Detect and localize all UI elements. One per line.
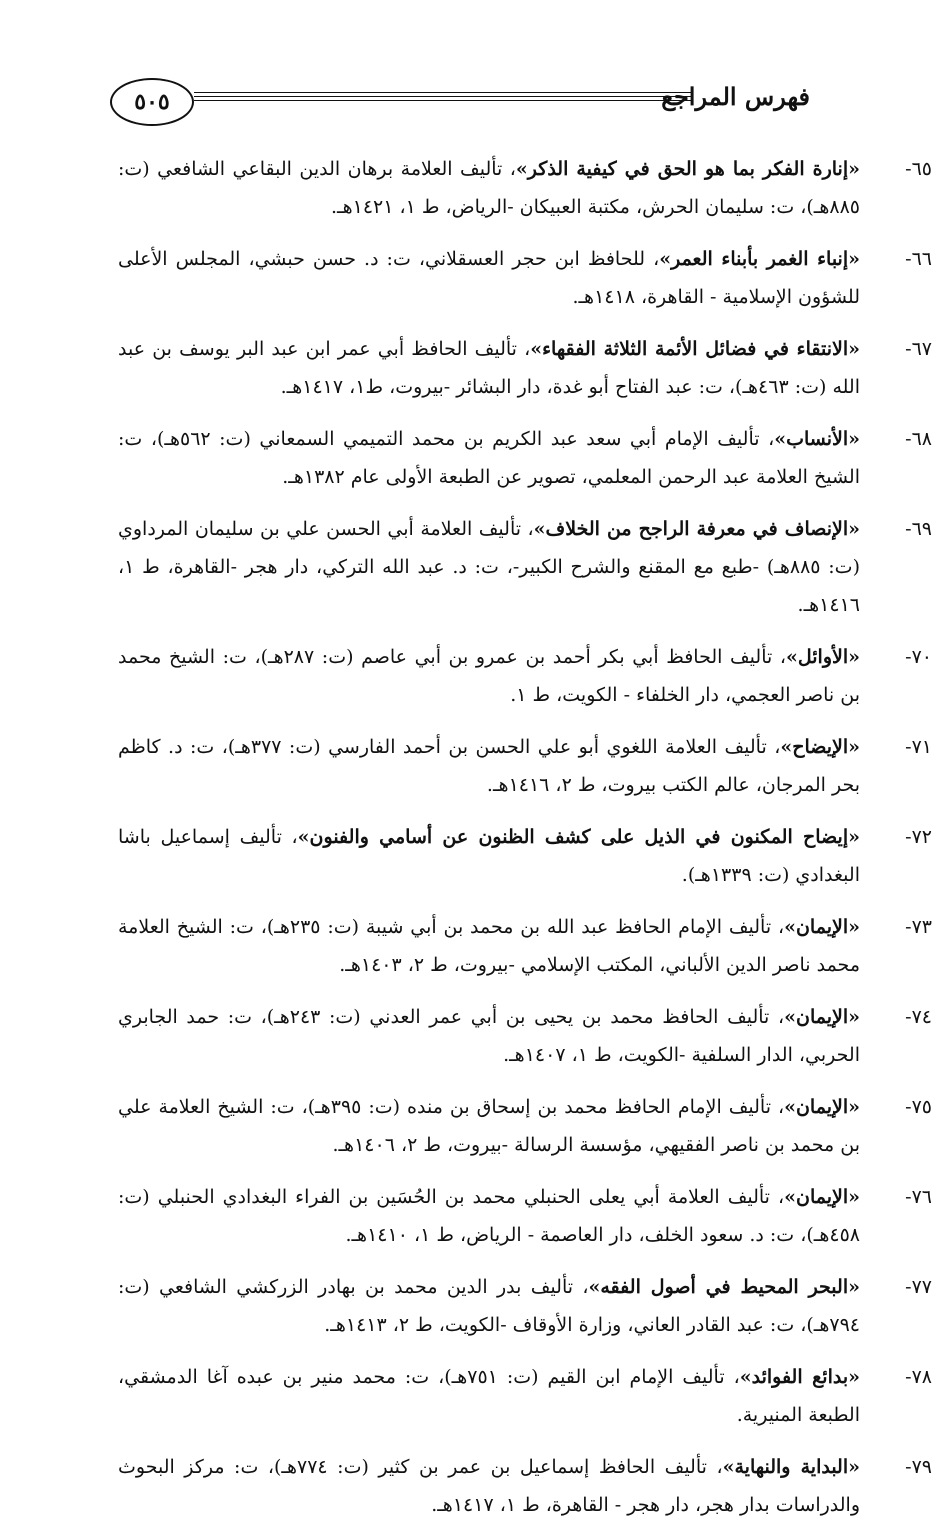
- reference-entry: [118, 728, 932, 804]
- book-title: «البداية والنهاية»: [722, 1456, 861, 1478]
- book-title: «الأنساب»: [774, 428, 860, 450]
- entry-details: ، تأليف الحافظ إسماعيل بن عمر بن كثير (ت: ٧٧٤هـ)، ت: مركز البحوث والدراسات بدار هجر، دار هجر - القاهرة، ط ١، ١٤١٧هـ.: [118, 1456, 860, 1516]
- entry-details: ، تأليف الإمام الحافظ محمد بن إسحاق بن منده (ت: ٣٩٥هـ)، ت: الشيخ العلامة علي بن محمد بن ناصر الفقيهي، مؤسسة الرسالة -بيروت، ط ٢، ١٤٠٦هـ.: [118, 1096, 860, 1156]
- reference-entry: [118, 510, 932, 624]
- entry-number: ٧١-: [905, 736, 932, 758]
- reference-entry: [118, 1358, 932, 1434]
- entry-details: ، للحافظ ابن حجر العسقلاني، ت: د. حسن حبشي، المجلس الأعلى للشؤون الإسلامية - القاهرة، ١٤١٨هـ.: [118, 248, 860, 308]
- reference-entry: [118, 330, 932, 406]
- entry-details: ، تأليف العلامة أبي الحسن علي بن سليمان المرداوي (ت: ٨٨٥هـ) -طبع مع المقنع والشرح الكبير-، ت: د. عبد الله التركي، دار هجر -القاهرة، ط ١، ١٤١٦هـ.: [118, 518, 860, 616]
- reference-entry: [118, 1448, 932, 1524]
- book-title: «إنارة الفكر بما هو الحق في كيفية الذكر»: [515, 158, 860, 180]
- entry-number: ٧٠-: [905, 646, 932, 668]
- entry-number: ٧٨-: [905, 1366, 932, 1388]
- entry-details: ، تأليف العلامة أبي يعلى الحنبلي محمد بن الحُسَين بن الفراء البغدادي الحنبلي (ت: ٤٥٨هـ)، ت: د. سعود الخلف، دار العاصمة - الرياض، ط ١، ١٤١٠هـ.: [118, 1186, 860, 1246]
- book-title: «البحر المحيط في أصول الفقه»: [588, 1276, 860, 1298]
- entry-number: ٧٩-: [905, 1456, 932, 1478]
- entry-details: ، تأليف بدر الدين محمد بن بهادر الزركشي الشافعي (ت: ٧٩٤هـ)، ت: عبد القادر العاني، وزارة الأوقاف -الكويت، ط ٢، ١٤١٣هـ.: [118, 1276, 860, 1336]
- entry-details: ، تأليف العلامة اللغوي أبو علي الحسن بن أحمد الفارسي (ت: ٣٧٧هـ)، ت: د. كاظم بحر المرجان، عالم الكتب بيروت، ط ٢، ١٤١٦هـ.: [118, 736, 860, 796]
- book-title: «الإيمان»: [784, 916, 860, 938]
- entry-details: ، تأليف الإمام أبي سعد عبد الكريم بن محمد التميمي السمعاني (ت: ٥٦٢هـ)، ت: الشيخ العلامة عبد الرحمن المعلمي، تصوير عن الطبعة الأولى عام ١٣٨٢هـ.: [118, 428, 860, 488]
- reference-entry: [118, 1088, 932, 1164]
- entry-number: ٧٢-: [905, 826, 932, 848]
- page-title: فهرس المراجع: [661, 82, 810, 111]
- reference-entry: [118, 908, 932, 984]
- entry-details: ، تأليف إسماعيل باشا البغدادي (ت: ١٣٣٩هـ).: [118, 826, 860, 886]
- page-number: ٥٠٥: [110, 78, 194, 126]
- entry-number: ٦٩-: [905, 518, 932, 540]
- reference-entry: [118, 998, 932, 1074]
- entry-details: ، تأليف الحافظ محمد بن يحيى بن أبي عمر العدني (ت: ٢٤٣هـ)، ت: حمد الجابري الحربي، الدار السلفية -الكويت، ط ١، ١٤٠٧هـ.: [118, 1006, 860, 1066]
- entry-number: ٦٧-: [905, 338, 932, 360]
- entry-number: ٧٧-: [905, 1276, 932, 1298]
- reference-entry: [118, 818, 932, 894]
- reference-entry: [118, 150, 932, 226]
- entry-details: ، تأليف الحافظ أبي بكر أحمد بن عمرو بن أبي عاصم (ت: ٢٨٧هـ)، ت: الشيخ محمد بن ناصر العجمي، دار الخلفاء - الكويت، ط ١.: [118, 646, 860, 706]
- entry-details: ، تأليف الإمام الحافظ عبد الله بن محمد بن أبي شيبة (ت: ٢٣٥هـ)، ت: الشيخ العلامة محمد ناصر الدين الألباني، المكتب الإسلامي -بيروت، ط ٢، ١٤٠٣هـ.: [118, 916, 860, 976]
- book-title: «بدائع الفوائد»: [739, 1366, 860, 1388]
- book-title: «الانتقاء في فضائل الأئمة الثلاثة الفقهاء»: [530, 338, 860, 360]
- references-list: [118, 150, 932, 1538]
- book-title: «الإنصاف في معرفة الراجح من الخلاف»: [533, 518, 860, 540]
- book-title: «إيضاح المكنون في الذيل على كشف الظنون عن أسامي والفنون»: [297, 826, 860, 848]
- reference-entry: [118, 1268, 932, 1344]
- reference-entry: [118, 240, 932, 316]
- entry-details: ، تأليف الحافظ أبي عمر ابن عبد البر يوسف بن عبد الله (ت: ٤٦٣هـ)، ت: عبد الفتاح أبو غدة، دار البشائر -بيروت، ط١، ١٤١٧هـ.: [118, 338, 860, 398]
- entry-number: ٦٦-: [905, 248, 932, 270]
- book-title: «الإيمان»: [784, 1186, 860, 1208]
- entry-number: ٧٣-: [905, 916, 932, 938]
- entry-number: ٦٥-: [905, 158, 932, 180]
- entry-number: ٧٦-: [905, 1186, 932, 1208]
- reference-entry: [118, 638, 932, 714]
- page-header: [110, 78, 810, 128]
- header-rule: [194, 92, 692, 110]
- book-title: «إنباء الغمر بأبناء العمر»: [659, 248, 860, 270]
- reference-entry: [118, 1178, 932, 1254]
- book-title: «الأوائل»: [786, 646, 860, 668]
- entry-details: ، تأليف العلامة برهان الدين البقاعي الشافعي (ت: ٨٨٥هـ)، ت: سليمان الحرش، مكتبة العبيكان -الرياض، ط ١، ١٤٢١هـ.: [118, 158, 860, 218]
- entry-details: ، تأليف الإمام ابن القيم (ت: ٧٥١هـ)، ت: محمد منير بن عبده آغا الدمشقي، الطبعة المنيرية.: [118, 1366, 860, 1426]
- entry-number: ٧٥-: [905, 1096, 932, 1118]
- book-title: «الإيضاح»: [780, 736, 861, 758]
- reference-entry: [118, 420, 932, 496]
- entry-number: ٧٤-: [905, 1006, 932, 1028]
- entry-number: ٦٨-: [905, 428, 932, 450]
- book-title: «الإيمان»: [784, 1006, 860, 1028]
- book-title: «الإيمان»: [784, 1096, 860, 1118]
